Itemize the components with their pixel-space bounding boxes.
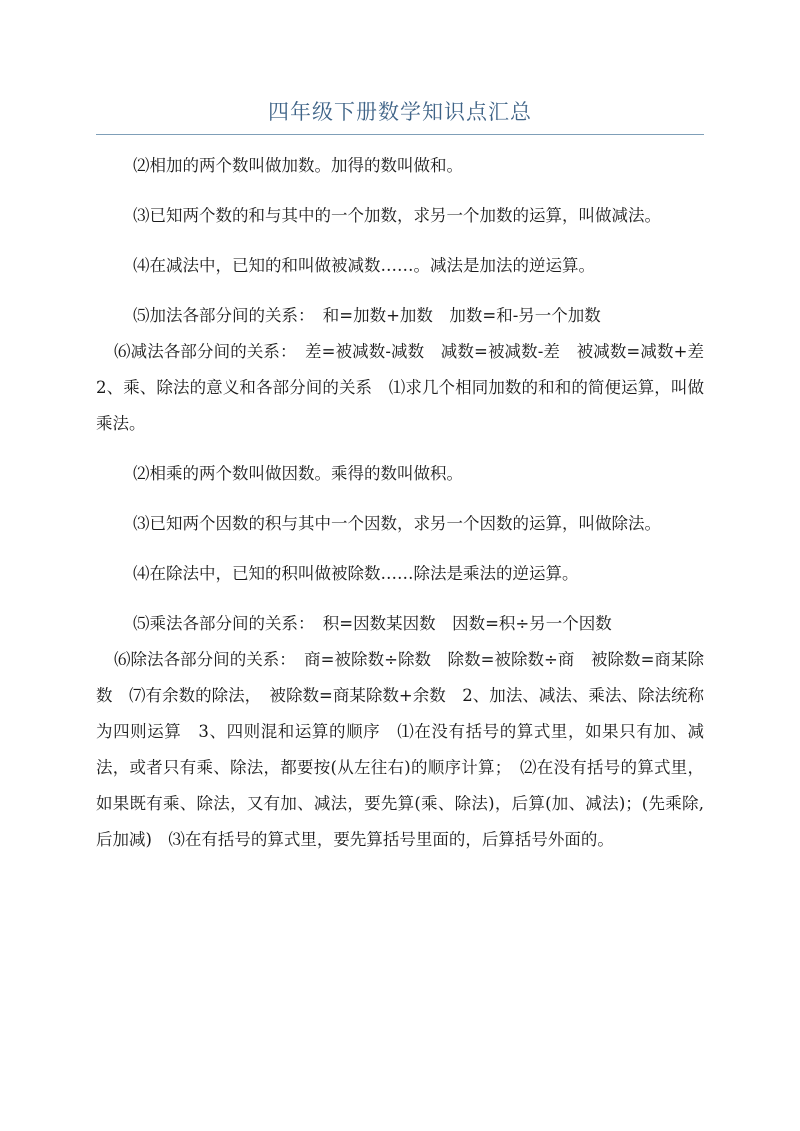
page-title: 四年级下册数学知识点汇总 (268, 100, 532, 124)
paragraph: ⑸乘法各部分间的关系： 积=因数某因数 因数=积÷另一个因数 (133, 614, 612, 633)
paragraph: ⑶已知两个数的和与其中的一个加数，求另一个加数的运算，叫做减法。 (133, 206, 661, 225)
paragraph: ⑶已知两个因数的积与其中一个因数，求另一个因数的运算，叫做除法。 (133, 514, 661, 533)
paragraph: ⑹除法各部分间的关系： 商=被除数÷除数 除数=被除数÷商 被除数=商某除数 ⑺有余数的除法， 被除数=商某除数+余数 2、加法、减法、乘法、除法统称为四则运算 3、四则混和运算的顺序 ⑴在没有括号的算式里，如果只有加、减法，或者只有乘、除法，都要按(从左往右)的顺序计算； ⑵在没有括号的算式里，如果既有乘、除法，又有加、减法，要先算(乘、除法)，后算(加、减法)；(先乘除,后加减) ⑶在有括号的算式里，要先算括号里面的，后算括号外面的。 (96, 650, 704, 849)
page-header (96, 96, 704, 135)
paragraph: ⑵相加的两个数叫做加数。加得的数叫做和。 (133, 156, 463, 175)
paragraph: ⑹减法各部分间的关系： 差=被减数-减数 减数=被减数-差 被减数=减数+差 2、乘、除法的意义和各部分间的关系 ⑴求几个相同加数的和和的简便运算，叫做乘法。 (96, 342, 721, 433)
paragraph: ⑵相乘的两个数叫做因数。乘得的数叫做积。 (133, 464, 463, 483)
paragraph: ⑷在减法中，已知的和叫做被减数……。减法是加法的逆运算。 (133, 256, 595, 275)
paragraph: ⑷在除法中，已知的积叫做被除数……除法是乘法的逆运算。 (133, 564, 579, 583)
paragraph: ⑸加法各部分间的关系： 和=加数+加数 加数=和-另一个加数 (133, 306, 601, 325)
document-body (96, 148, 721, 872)
